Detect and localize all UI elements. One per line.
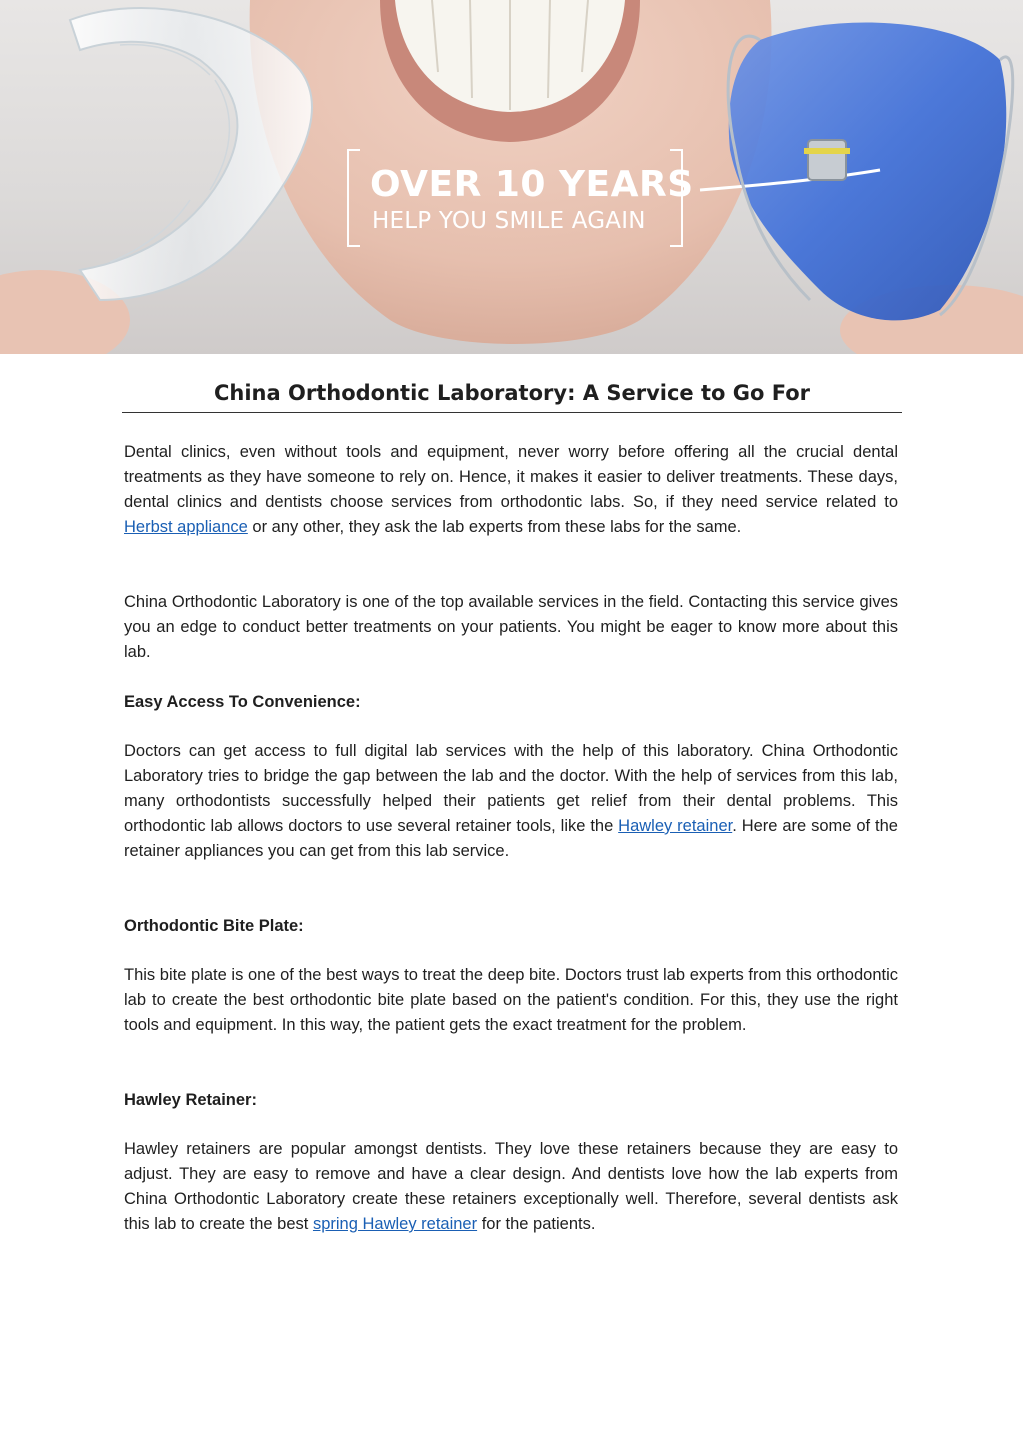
convenience-paragraph [124, 739, 898, 864]
hero-subheadline: HELP YOU SMILE AGAIN [372, 208, 646, 234]
hero-banner [0, 0, 1023, 354]
title-underline [122, 412, 902, 413]
convenience-text-end: . Here are some of the retainer appliances you can get from this lab service. [124, 817, 898, 860]
section-heading-hawley: Hawley Retainer: [124, 1091, 257, 1109]
lab-paragraph: China Orthodontic Laboratory is one of the top available services in the field. Contacting this service gives you an edge to conduct better treatments on your patients. You might be eager to know more about this lab. [124, 593, 898, 661]
hawley-retainer-link[interactable]: Hawley retainer [618, 817, 733, 835]
intro-paragraph [124, 440, 898, 540]
section-heading-bite-plate: Orthodontic Bite Plate: [124, 917, 304, 935]
clear-aligner [70, 8, 312, 300]
expansion-screw [808, 140, 846, 180]
section-heading-convenience: Easy Access To Convenience: [124, 693, 361, 711]
intro-text-end: or any other, they ask the lab experts from these labs for the same. [247, 518, 742, 536]
spring-hawley-retainer-link[interactable]: spring Hawley retainer [312, 1215, 478, 1233]
hawley-paragraph [124, 1137, 898, 1237]
hero-caption [346, 150, 694, 246]
hero-headline: OVER 10 YEARS [370, 164, 694, 205]
hawley-text-start: Hawley retainers are popular amongst dentists. They love these retainers because they are easy to adjust. They are easy to remove and have a clear design. And dentists love how the lab experts from China Orthodontic Laboratory create these retainers exceptionally well. Therefore, several dentists ask this lab to create the best [124, 1140, 898, 1233]
page-title: China Orthodontic Laboratory: A Service to Go For [214, 381, 810, 405]
herbst-appliance-link[interactable]: Herbst appliance [124, 518, 248, 536]
bite-plate-paragraph: This bite plate is one of the best ways to treat the deep bite. Doctors trust lab experts from this orthodontic lab to create the best orthodontic bite plate based on the patient's condition. For this, they use the right tools and equipment. In this way, the patient gets the exact treatment for the problem. [124, 966, 898, 1034]
intro-text-start: Dental clinics, even without tools and equipment, never worry before offering all the crucial dental treatments as they have someone to rely on. Hence, it makes it easier to deliver treatments. These days, dental clinics and dentists choose services from orthodontic labs. So, if they need service related to [124, 443, 898, 511]
hawley-text-end: for the patients. [477, 1215, 596, 1233]
convenience-text-start: Doctors can get access to full digital lab services with the help of this laboratory. China Orthodontic Laboratory tries to bridge the gap between the lab and the doctor. With the help of services from this lab, many orthodontists successfully helped their patients get relief from their dental problems. This orthodontic lab allows doctors to use several retainer tools, like the [124, 742, 898, 835]
